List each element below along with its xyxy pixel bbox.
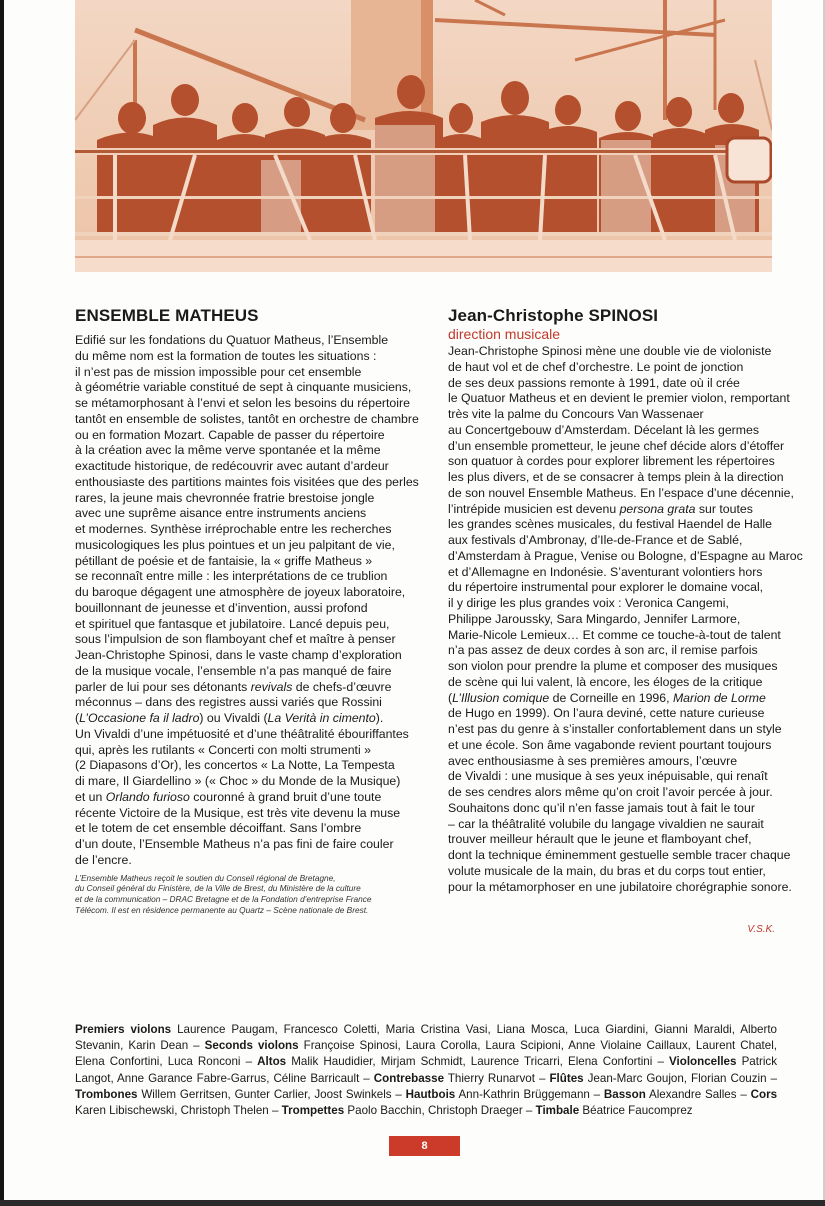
text-line: pour la métamorphoser en une jubilatoire chorégraphie sonore. <box>448 879 792 894</box>
text-line: de Vivaldi : une musique à ses yeux inépuisable, qui renaît <box>448 769 768 784</box>
conductor-role: direction musicale <box>448 326 561 342</box>
conductor-name: Jean-Christophe SPINOSI <box>448 306 659 325</box>
scan-edge <box>0 1200 825 1206</box>
text-line: trouver meilleur hérault que le jeune et flamboyant chef, <box>448 832 752 847</box>
instrument-group: Flûtes <box>549 1071 584 1085</box>
footnote-line: L’Ensemble Matheus reçoit le soutien du Conseil régional de Bretagne, <box>75 872 336 883</box>
ensemble-photo <box>75 0 772 272</box>
author-signature: V.S.K. <box>747 924 775 935</box>
text-line: Marie-Nicole Lemieux… Et comme ce touche-à-tout de talent <box>448 627 781 642</box>
text-line: de l’encre. <box>75 852 132 867</box>
text-line: dont la technique éminemment gestuelle semble tracer chaque <box>448 848 791 862</box>
text-line: et le totem de cet ensemble décoiffant. Sans l’ombre <box>75 821 362 836</box>
text-line: et d’Allemagne en Indonésie. S’aventurant volontiers hors <box>448 564 763 579</box>
text-line: de la musique vocale, l’ensemble n’a pas manqué de faire <box>75 663 392 678</box>
instrument-group: Trombones <box>75 1087 138 1101</box>
text-line: n’est pas du genre à s’installer confortablement dans un style <box>448 722 782 736</box>
text-line: se reconnaît entre mille : les interprétations de ce trublion <box>75 569 388 584</box>
text-line: (L’Occasione fa il ladro) ou Vivaldi (La Verità in cimento). <box>75 711 384 725</box>
musician-names: Françoise Spinosi, Laura Corolla, Laura Scipioni, Anne Violaine Caillaux, Laurent Chatel, Elena Confortini, Luca Ronconi <box>75 1039 777 1069</box>
page-number: 8 <box>389 1136 460 1156</box>
text-line: méconnus – dans des registres aussi variés que Rossini <box>75 695 382 710</box>
text-line: son violon pour prendre la plume et composer des musiques <box>448 659 778 673</box>
text-line: sous l’impulsion de son flamboyant chef et maître à penser <box>75 632 396 647</box>
text-line: au Concertgebouw d’Amsterdam. Décelant là les germes <box>448 422 759 437</box>
text-line: ou en formation Mozart. Capable de passer du répertoire <box>75 427 385 442</box>
text-line: et un Orlando furioso couronné à grand bruit d’une toute <box>75 789 382 804</box>
musician-names: Béatrice Faucomprez <box>582 1104 693 1118</box>
text-line: qui, après les rutilants « Concerti con molti strumenti » <box>75 742 371 757</box>
text-line: Jean-Christophe Spinosi, dans le vaste champ d’exploration <box>75 648 402 662</box>
ensemble-text <box>75 333 419 869</box>
ensemble-column <box>75 306 419 916</box>
text-line: les plus divers, et de se consacrer à temps plein à la direction <box>448 470 784 484</box>
conductor-bio <box>448 344 803 895</box>
text-line: musicologiques les plus pointues et un jeu palpitant de vie, <box>75 537 395 552</box>
conductor-column <box>448 306 803 895</box>
text-line: de ses cendres alors même qu’on croit l’avoir percée à jour. <box>448 785 773 799</box>
ensemble-title: ENSEMBLE MATHEUS <box>75 306 259 325</box>
text-line: Un Vivaldi d’une impétuosité et d’une théâtralité ébouriffantes <box>75 726 409 741</box>
instrument-group: Hautbois <box>405 1087 456 1101</box>
musician-names: Alexandre Salles <box>648 1087 737 1101</box>
ensemble-support-note <box>75 873 398 916</box>
text-line: volute musicale de la main, du bras et du corps tout entier, <box>448 863 766 878</box>
instrument-group: Seconds violons <box>204 1039 299 1053</box>
text-line: de son nouvel Ensemble Matheus. En l’espace d’une décennie, <box>448 485 794 500</box>
text-line: à géométrie variable constitué de sept à cinquante musiciens, <box>75 380 412 395</box>
text-line: et modernes. Synthèse irréprochable entre les recherches <box>75 522 392 536</box>
text-line: il n’est pas de mission impossible pour cet ensemble <box>75 364 362 379</box>
text-line: di mare, Il Giardellino » (« Choc » du Monde de la Musique) <box>75 774 401 788</box>
text-line: d’un doute, l’Ensemble Matheus n’a pas fini de faire couler <box>75 837 394 851</box>
text-line: de scène qui lui valent, là encore, les éloges de la critique <box>448 674 763 689</box>
text-line: d’un ensemble prometteur, le jeune chef décide alors d’étoffer <box>448 438 785 453</box>
instrument-group: Basson <box>603 1087 646 1101</box>
text-line: très vite la palme du Concours Van Wassenaer <box>448 407 704 421</box>
text-line: et spirituel que fantasque et jubilatoire. Lancé depuis peu, <box>75 616 390 631</box>
text-line: pétillant de poésie et de fantaisie, la « griffe Matheus » <box>75 553 373 568</box>
text-line: son quatuor à cordes pour explorer librement les répertoires <box>448 454 775 469</box>
text-line: de haut vol et de chef d’orchestre. Le point de jonction <box>448 359 744 374</box>
text-line: bouillonnant de jeunesse et d’invention, aussi profond <box>75 600 368 615</box>
footnote-line: et de la communication – DRAC Bretagne et de la Fondation d’entreprise France <box>75 894 372 905</box>
text-line: l’intrépide musicien est devenu persona grata sur toutes <box>448 501 753 516</box>
text-line: à la création avec la même verve spontanée et la même <box>75 443 381 458</box>
text-line: et une école. Son âme vagabonde revient pourtant toujours <box>448 737 772 752</box>
musician-names: Ann-Kathrin Brüggemann <box>458 1087 590 1101</box>
text-line: – car la théâtralité volubile du langage vivaldien ne saurait <box>448 816 764 831</box>
text-line: il y dirige les plus grandes voix : Veronica Cangemi, <box>448 596 729 610</box>
text-line: Jean-Christophe Spinosi mène une double vie de violoniste <box>448 344 772 358</box>
instrument-group: Altos <box>257 1055 287 1069</box>
instrument-group: Contrebasse <box>373 1071 445 1085</box>
text-line: parler de lui pour ses détonants revivals de chefs-d’œuvre <box>75 679 392 694</box>
text-line: tantôt en ensemble de solistes, tantôt en orchestre de chambre <box>75 411 419 426</box>
text-line: du baroque dégagent une atmosphère de joyeux laboratoire, <box>75 585 406 599</box>
text-line: d’Amsterdam à Prague, Venise ou Bologne, d’Espagne au Maroc <box>448 548 803 563</box>
musician-names: Jean-Marc Goujon, Florian Couzin <box>587 1071 767 1085</box>
musician-names: Patrick Langot, Anne Garance Fabre-Garrus, Céline Barricault <box>75 1055 777 1085</box>
text-line: (2 Diapasons d’Or), les concertos « La Notte, La Tempesta <box>75 758 395 773</box>
text-line: Philippe Jaroussky, Sara Mingardo, Jennifer Larmore, <box>448 611 741 626</box>
footnote-line: Télécom. Il est en résidence permanente au Quartz – Scène nationale de Brest. <box>75 904 369 915</box>
text-line: récente Victoire de la Musique, est très vite devenu la muse <box>75 805 401 820</box>
text-line: les grandes scènes musicales, du festival Haendel de Halle <box>448 517 772 532</box>
musician-names: Malik Haudidier, Mirjam Schmidt, Laurence Tricarri, Elena Confortini <box>291 1055 653 1069</box>
text-line: le Quatuor Matheus et en devient le premier violon, remportant <box>448 391 790 406</box>
text-line: aux festivals d’Ambronay, d’Ile-de-France et de Sablé, <box>448 533 743 547</box>
text-line: avec une suprême aisance entre instruments anciens <box>75 506 367 521</box>
instrument-group: Violoncelles <box>669 1055 737 1069</box>
musician-names: Thierry Runarvot <box>447 1071 535 1085</box>
text-line: exactitude historique, de redécouvrir avec autant d’ardeur <box>75 459 389 473</box>
text-line: du répertoire instrumental pour explorer le domaine vocal, <box>448 580 764 595</box>
musician-names: Karen Libischewski, Christoph Thelen <box>75 1104 269 1118</box>
text-line: n’a pas assez de deux cordes à son arc, il remise parfois <box>448 643 758 658</box>
text-line: avec enthousiasme à ses premières amours, l’œuvre <box>448 753 738 768</box>
text-line: enthousiaste des partitions maintes fois visitées que des perles <box>75 474 419 489</box>
text-line: du même nom est la formation de toutes les situations : <box>75 348 377 363</box>
text-line: (L’Illusion comique de Corneille en 1996, Marion de Lorme <box>448 690 766 705</box>
musician-names: Laurence Paugam, Francesco Coletti, Maria Cristina Vasi, Liana Mosca, Luca Giardini, Gianni Maraldi, Alberto Stevanin, Karin Dean <box>75 1023 777 1053</box>
instrument-group: Timbale <box>535 1104 580 1118</box>
musician-names: Paolo Bacchin, Christoph Draeger <box>347 1104 523 1118</box>
text-line: Souhaitons donc qu’il n’en fasse jamais tout à fait le tour <box>448 800 755 815</box>
instrument-group: Premiers violons <box>75 1023 172 1036</box>
text-line: Edifié sur les fondations du Quatuor Matheus, l’Ensemble <box>75 333 389 347</box>
text-line: se métamorphosant à l’envi et selon les besoins du répertoire <box>75 396 410 410</box>
text-line: de Hugo en 1999). On l’aura deviné, cette nature curieuse <box>448 706 765 721</box>
text-line: rares, la jeune mais chevronnée fratrie brestoise jongle <box>75 490 375 505</box>
scan-edge <box>0 0 4 1206</box>
text-line: de ses deux passions remonte à 1991, date où il crée <box>448 375 740 390</box>
musicians-list: Premiers violons Laurence Paugam, Francesco Coletti, Maria Cristina Vasi, Liana Mosca, Luca Giardini, Gianni Maraldi, Alberto Stevanin, Karin Dean – Seconds violons Françoise Spinosi, Laura Corolla, Laura Scipioni, Anne Violaine Caillaux, Laurent Chatel, Elena Confortini, Luca Ronconi – Altos Malik Haudidier, Mirjam Schmidt, Laurence Tricarri, Elena Confortini – Violoncelles Patrick Langot, Anne Garance Fabre-Garrus, Céline Barricault – Contrebasse Thierry Runarvot – Flûtes Jean-Marc Goujon, Florian Couzin – Trombones Willem Gerritsen, Gunter Carlier, Joost Swinkels – Hautbois Ann-Kathrin Brüggemann – Basson Alexandre Salles – Cors Karen Libischewski, Christoph Thelen – Trompettes Paolo Bacchin, Christoph Draeger – Timbale Béatrice Faucomprez <box>75 1023 778 1118</box>
footnote-line: du Conseil général du Finistère, de la Ville de Brest, du Ministère de la culture <box>75 883 361 894</box>
instrument-group: Cors <box>750 1087 778 1101</box>
musician-names: Willem Gerritsen, Gunter Carlier, Joost Swinkels <box>141 1087 392 1101</box>
instrument-group: Trompettes <box>281 1104 345 1118</box>
